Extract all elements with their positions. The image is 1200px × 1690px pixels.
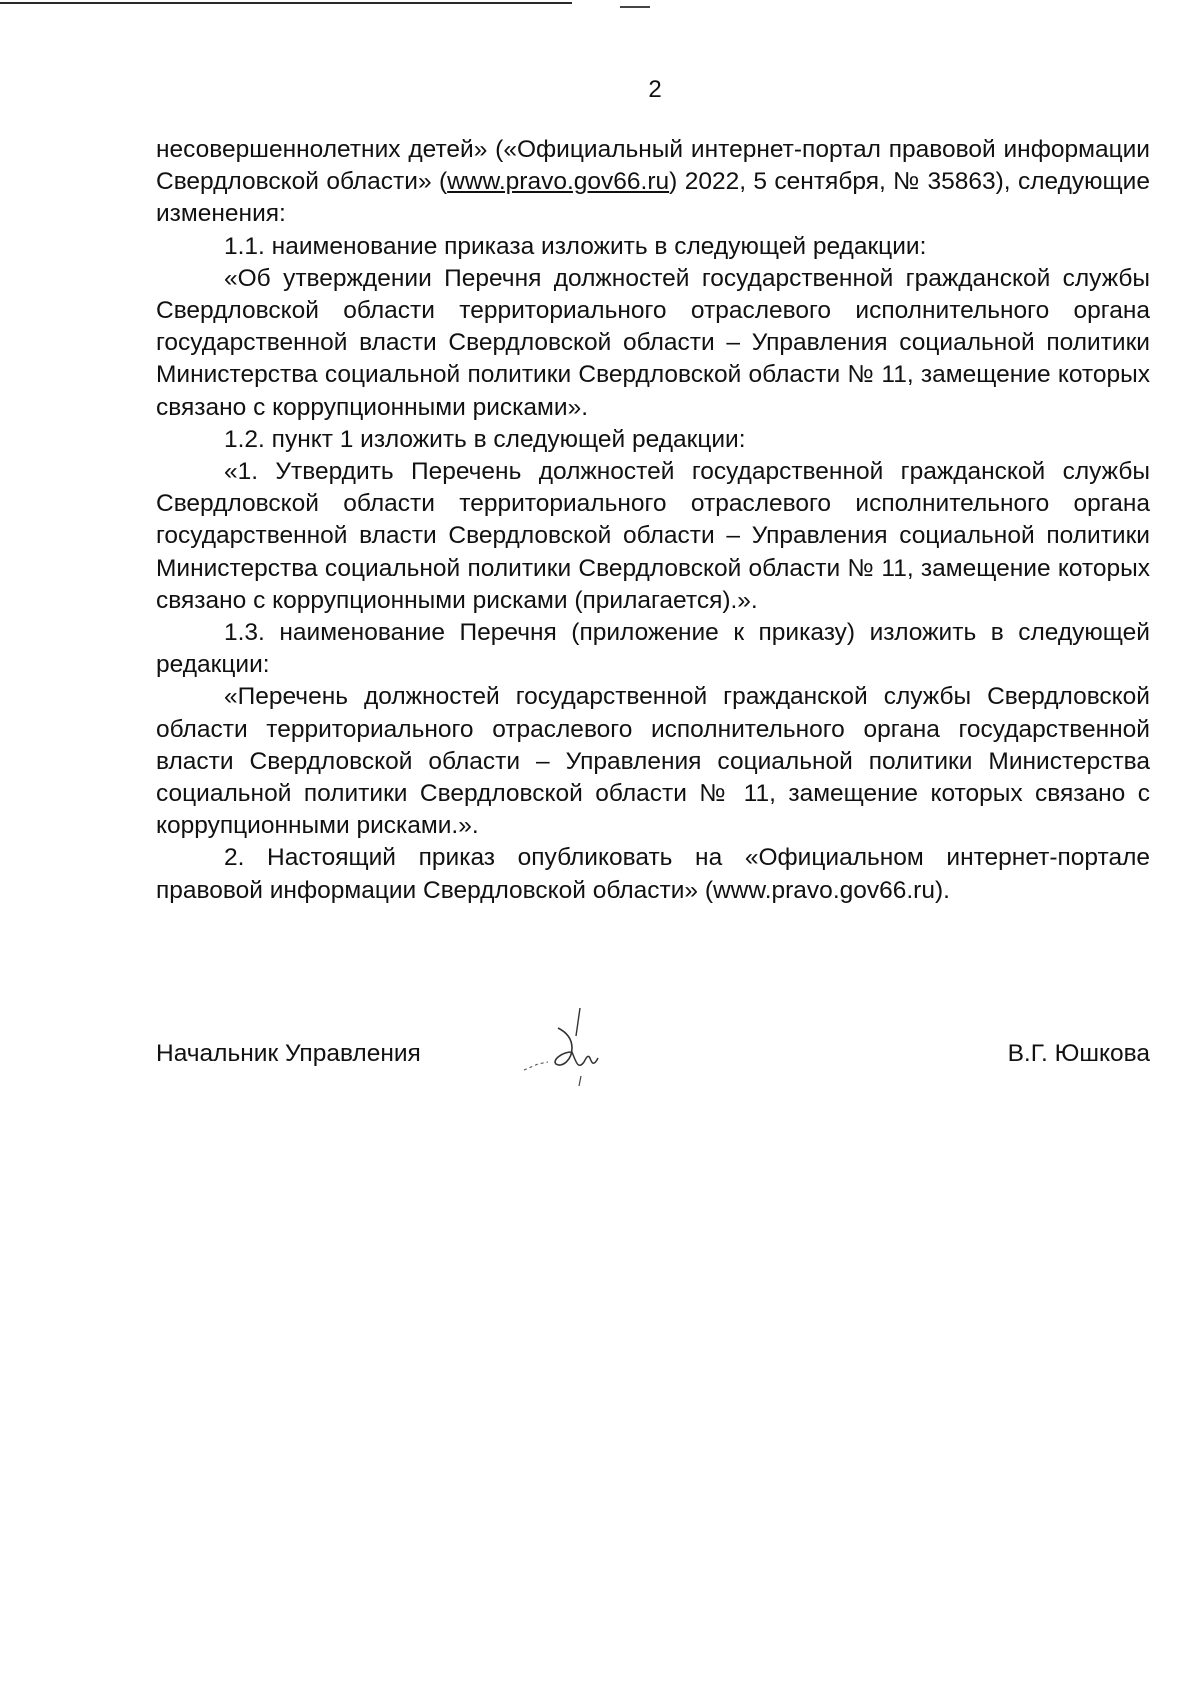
signer-position: Начальник Управления: [156, 1040, 421, 1067]
handwritten-signature-icon: [518, 1002, 628, 1102]
signature-block: [156, 1040, 1150, 1100]
signer-name: В.Г. Юшкова: [1007, 1040, 1150, 1067]
paragraph-continuation-text-b: ) 2022, 5 сентября, № 35863), следующие изменения:: [156, 168, 1150, 228]
top-edge-mark: [620, 6, 650, 8]
portal-link[interactable]: www.pravo.gov66.ru: [447, 168, 670, 196]
paragraph-1-2: 1.2. пункт 1 изложить в следующей редакции:: [224, 425, 746, 453]
top-edge-rule: [0, 2, 572, 4]
paragraph-2: 2. Настоящий приказ опубликовать на «Официальном интернет-портале правовой информации Свердловской области» (www.pravo.gov66.ru).: [156, 844, 1150, 904]
page-number: 2: [648, 76, 662, 103]
paragraph-point-1: «1. Утвердить Перечень должностей государственной гражданской службы Свердловской области территориального отраслевого исполнительного органа государственной власти Свердловской области – Управления социальной политики Министерства социальной политики Свердловской области № 11, замещение которых связано с коррупционными рисками (прилагается).».: [156, 458, 1150, 614]
paragraph-1-3: 1.3. наименование Перечня (приложение к приказу) изложить в следующей редакции:: [156, 619, 1150, 679]
document-body: [156, 134, 1150, 907]
paragraph-1-1: 1.1. наименование приказа изложить в следующей редакции:: [224, 232, 927, 260]
paragraph-list-title: «Перечень должностей государственной гражданской службы Свердловской области территориального отраслевого исполнительного органа государственной власти Свердловской области – Управления социальной политики Министерства социальной политики Свердловской области № 11, замещение которых связано с коррупционными рисками.».: [156, 683, 1150, 840]
paragraph-continuation-text-a: несовершеннолетних детей» («Официальный интернет-портал правовой информации Свердловской области» (: [156, 136, 1150, 196]
paragraph-order-title: «Об утверждении Перечня должностей государственной гражданской службы Свердловской области территориального отраслевого исполнительного органа государственной власти Свердловской области – Управления социальной политики Министерства социальной политики Свердловской области № 11, замещение которых связано с коррупционными рисками».: [156, 264, 1150, 421]
paragraph-continuation: [156, 134, 1150, 231]
